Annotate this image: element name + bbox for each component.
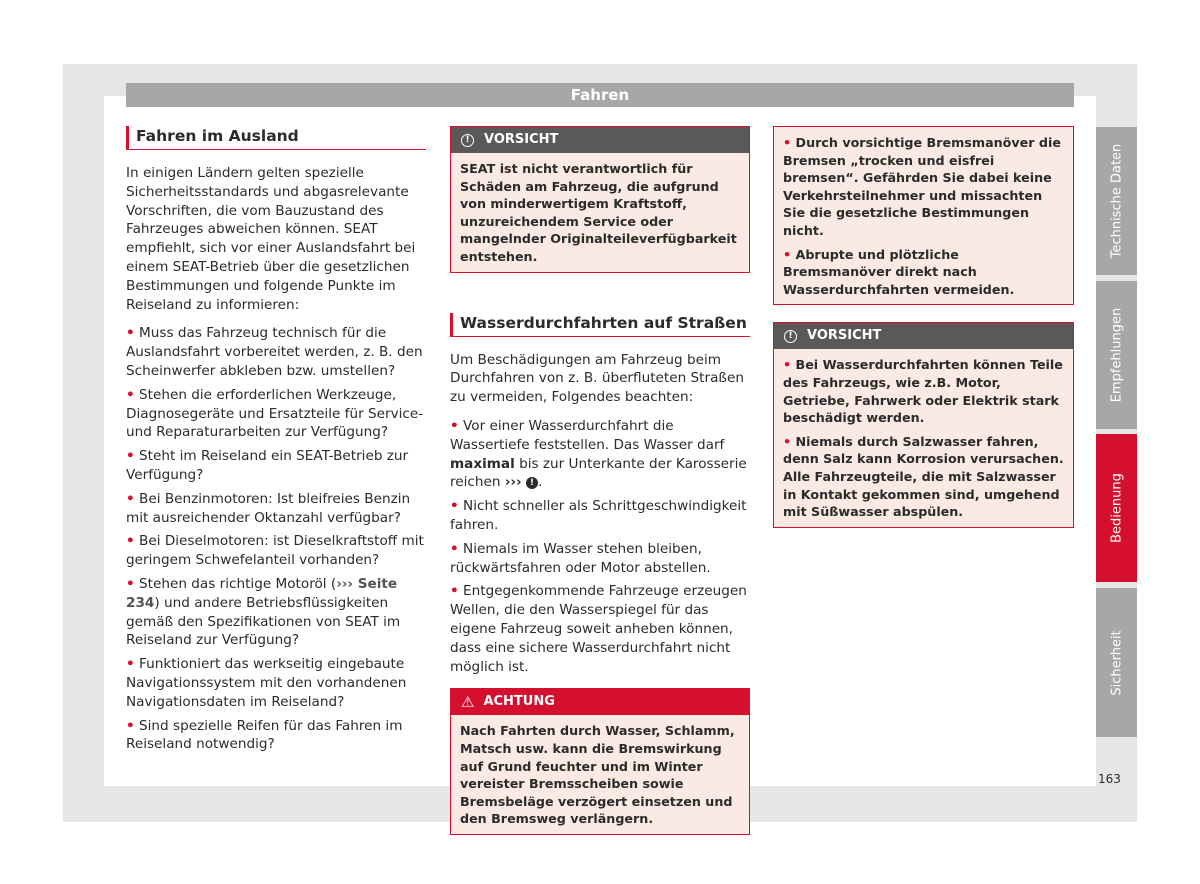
list-item-text: Stehen das richtige Motoröl ( <box>139 575 337 592</box>
list-item-text: bis zur Unterkante der Karosserie reichen <box>450 455 747 491</box>
list-item-text: . <box>537 474 543 491</box>
caution-body <box>774 349 1073 526</box>
caution-box-wasser <box>773 322 1074 527</box>
list-item <box>126 490 426 528</box>
bullet-dot-icon: • <box>126 656 135 673</box>
tab-sicherheit[interactable] <box>1096 588 1137 737</box>
warning-body: Nach Fahrten durch Wasser, Schlamm, Matsch usw. kann die Bremswirkung auf Grund feuchter und im Winter vereister Bremsscheiben sowie Bremsbeläge verzögert einsetzen und den Bremsweg verlängern. <box>451 715 749 834</box>
intro-paragraph-wasser: Um Beschädigungen am Fahrzeug beim Durchfahren von z. B. überfluteten Straßen zu vermeiden, Folgendes beachten: <box>450 351 744 406</box>
list-item-text: Bei Benzinmotoren: Ist bleifreies Benzin mit ausreichender Oktanzahl verfügbar? <box>126 490 411 526</box>
info-circle-icon: ! <box>784 330 797 343</box>
reference-arrows[interactable]: ››› <box>504 474 522 491</box>
bullet-dot-icon: • <box>126 325 135 342</box>
list-item-text: Durch vorsichtige Bremsmanöver die Bremsen „trocken und eisfrei bremsen“. Gefährden Sie dabei keine Verkehrsteilnehmer und missachten Sie die gesetzliche Bestimmungen nicht. <box>783 135 1061 238</box>
list-item-text: Niemals im Wasser stehen bleiben, rückwärtsfahren oder Motor abstellen. <box>450 540 711 576</box>
bullet-dot-icon: • <box>783 246 792 262</box>
list-item-text: Sind spezielle Reifen für das Fahren im Reiseland notwendig? <box>126 717 403 753</box>
warning-continued-body <box>774 127 1073 304</box>
tab-label: Empfehlungen <box>1109 307 1124 403</box>
warning-triangle-icon: ⚠ <box>461 693 475 712</box>
chapter-header: Fahren <box>126 83 1074 107</box>
emphasis-text: maximal <box>450 455 515 472</box>
caution-header <box>451 127 749 153</box>
list-item <box>783 246 1064 299</box>
bullet-dot-icon: • <box>126 448 135 465</box>
bullet-dot-icon: • <box>126 490 135 507</box>
tab-technische-daten[interactable] <box>1096 127 1137 275</box>
list-item <box>450 497 750 535</box>
tab-empfehlungen[interactable] <box>1096 281 1137 429</box>
warning-header <box>451 689 749 715</box>
list-item-text: ) und andere Betriebsflüssigkeiten gemäß den Spezifikationen von SEAT im Reiseland zur Verfügung? <box>126 594 401 649</box>
bullet-dot-icon: • <box>126 717 135 734</box>
warning-label: ACHTUNG <box>483 694 555 710</box>
tab-bedienung[interactable] <box>1096 434 1137 582</box>
bullet-dot-icon: • <box>450 540 459 557</box>
list-item-text: Bei Wasserdurchfahrten können Teile des Fahrzeugs, wie z.B. Motor, Getriebe, Fahrwerk oder Elektrik stark beschädigt werden. <box>783 357 1063 426</box>
tab-label: Technische Daten <box>1109 143 1124 259</box>
intro-paragraph-ausland: In einigen Ländern gelten spezielle Sicherheitsstandards und abgasrelevante Vorschriften, die vom Bauzustand des Fahrzeuges abweichen können. SEAT empfiehlt, sich vor einer Auslandsfahrt bei einem SEAT-Betrieb über die gesetzlichen Bestimmungen und folgende Punkte im Reiseland zu informieren: <box>126 165 416 313</box>
section-title-wasser: Wasserdurchfahrten auf Straßen <box>450 313 750 337</box>
bullet-dot-icon: • <box>450 417 459 434</box>
list-item-text: Muss das Fahrzeug technisch für die Auslandsfahrt vorbereitet werden, z. B. den Scheinwerfer abkleben bzw. umstellen? <box>126 325 423 379</box>
caution-label: VORSICHT <box>484 132 559 147</box>
list-item <box>450 417 750 492</box>
list-item <box>126 386 426 442</box>
list-item-text: Bei Dieselmotoren: ist Dieselkraftstoff mit geringem Schwefelanteil vorhanden? <box>126 533 424 569</box>
info-circle-icon: ! <box>461 134 474 147</box>
list-item <box>126 575 426 650</box>
list-item-text: Vor einer Wasserdurchfahrt die Wassertiefe feststellen. Das Wasser darf <box>450 417 725 453</box>
caution-box-kraftstoff <box>450 126 750 273</box>
list-item-text: Funktioniert das werkseitig eingebaute Navigationssystem mit den vorhandenen Navigationsdaten im Reiseland? <box>126 656 407 710</box>
list-item-text: Nicht schneller als Schrittgeschwindigkeit fahren. <box>450 498 747 533</box>
list-item-text: Entgegenkommende Fahrzeuge erzeugen Wellen, die den Wasserspiegel für das eigene Fahrzeug soweit anheben können, dass eine sichere Wasserdurchfahrt nicht möglich ist. <box>450 583 747 675</box>
list-item <box>783 356 1064 426</box>
bullet-dot-icon: • <box>126 386 135 403</box>
warning-reference-icon: ! <box>526 477 538 489</box>
list-item-text: Niemals durch Salzwasser fahren, denn Salz kann Korrosion verursachen. Alle Fahrzeugteile, die mit Salzwasser in Kontakt gekommen sind, umgehend mit Süßwasser abspülen. <box>783 433 1064 520</box>
list-item <box>783 433 1064 521</box>
column-right <box>773 126 1074 528</box>
bullet-dot-icon: • <box>783 433 792 449</box>
bullet-dot-icon: • <box>450 498 459 515</box>
tab-label: Sicherheit <box>1109 629 1124 696</box>
bullet-dot-icon: • <box>126 575 135 592</box>
list-item <box>783 134 1064 240</box>
warning-box-bremsen <box>450 688 750 835</box>
list-item <box>126 655 426 711</box>
list-item-text: Stehen die erforderlichen Werkzeuge, Diagnosegeräte und Ersatzteile für Service- und Reparaturarbeiten zur Verfügung? <box>126 386 424 441</box>
list-item <box>126 447 426 485</box>
column-middle <box>450 126 750 835</box>
list-item <box>126 532 426 570</box>
bullet-list-wasser <box>450 417 750 676</box>
page-reference-link[interactable]: ››› Seite 234 <box>126 575 398 611</box>
list-item <box>126 324 426 380</box>
bullet-dot-icon: • <box>783 357 792 373</box>
column-left <box>126 126 426 759</box>
list-item <box>450 540 750 578</box>
bullet-list-ausland <box>126 324 426 754</box>
bullet-dot-icon: • <box>450 583 459 600</box>
tab-label: Bedienung <box>1109 473 1124 543</box>
caution-label: VORSICHT <box>807 328 882 344</box>
page-number: 163 <box>1098 772 1121 786</box>
list-item-text: Steht im Reiseland ein SEAT-Betrieb zur Verfügung? <box>126 448 409 483</box>
bullet-dot-icon: • <box>783 135 792 150</box>
list-item <box>450 582 750 676</box>
warning-box-continued <box>773 126 1074 305</box>
section-title-ausland: Fahren im Ausland <box>126 126 426 150</box>
caution-header <box>774 323 1073 349</box>
list-item <box>126 717 426 755</box>
caution-body: SEAT ist nicht verantwortlich für Schäden am Fahrzeug, die aufgrund von minderwertigem Kraftstoff, unzureichendem Service oder mangelnder Originalteileverfügbarkeit entstehen. <box>451 153 749 272</box>
bullet-dot-icon: • <box>126 533 135 550</box>
list-item-text: Abrupte und plötzliche Bremsmanöver direkt nach Wasserdurchfahrten vermeiden. <box>783 246 1015 297</box>
